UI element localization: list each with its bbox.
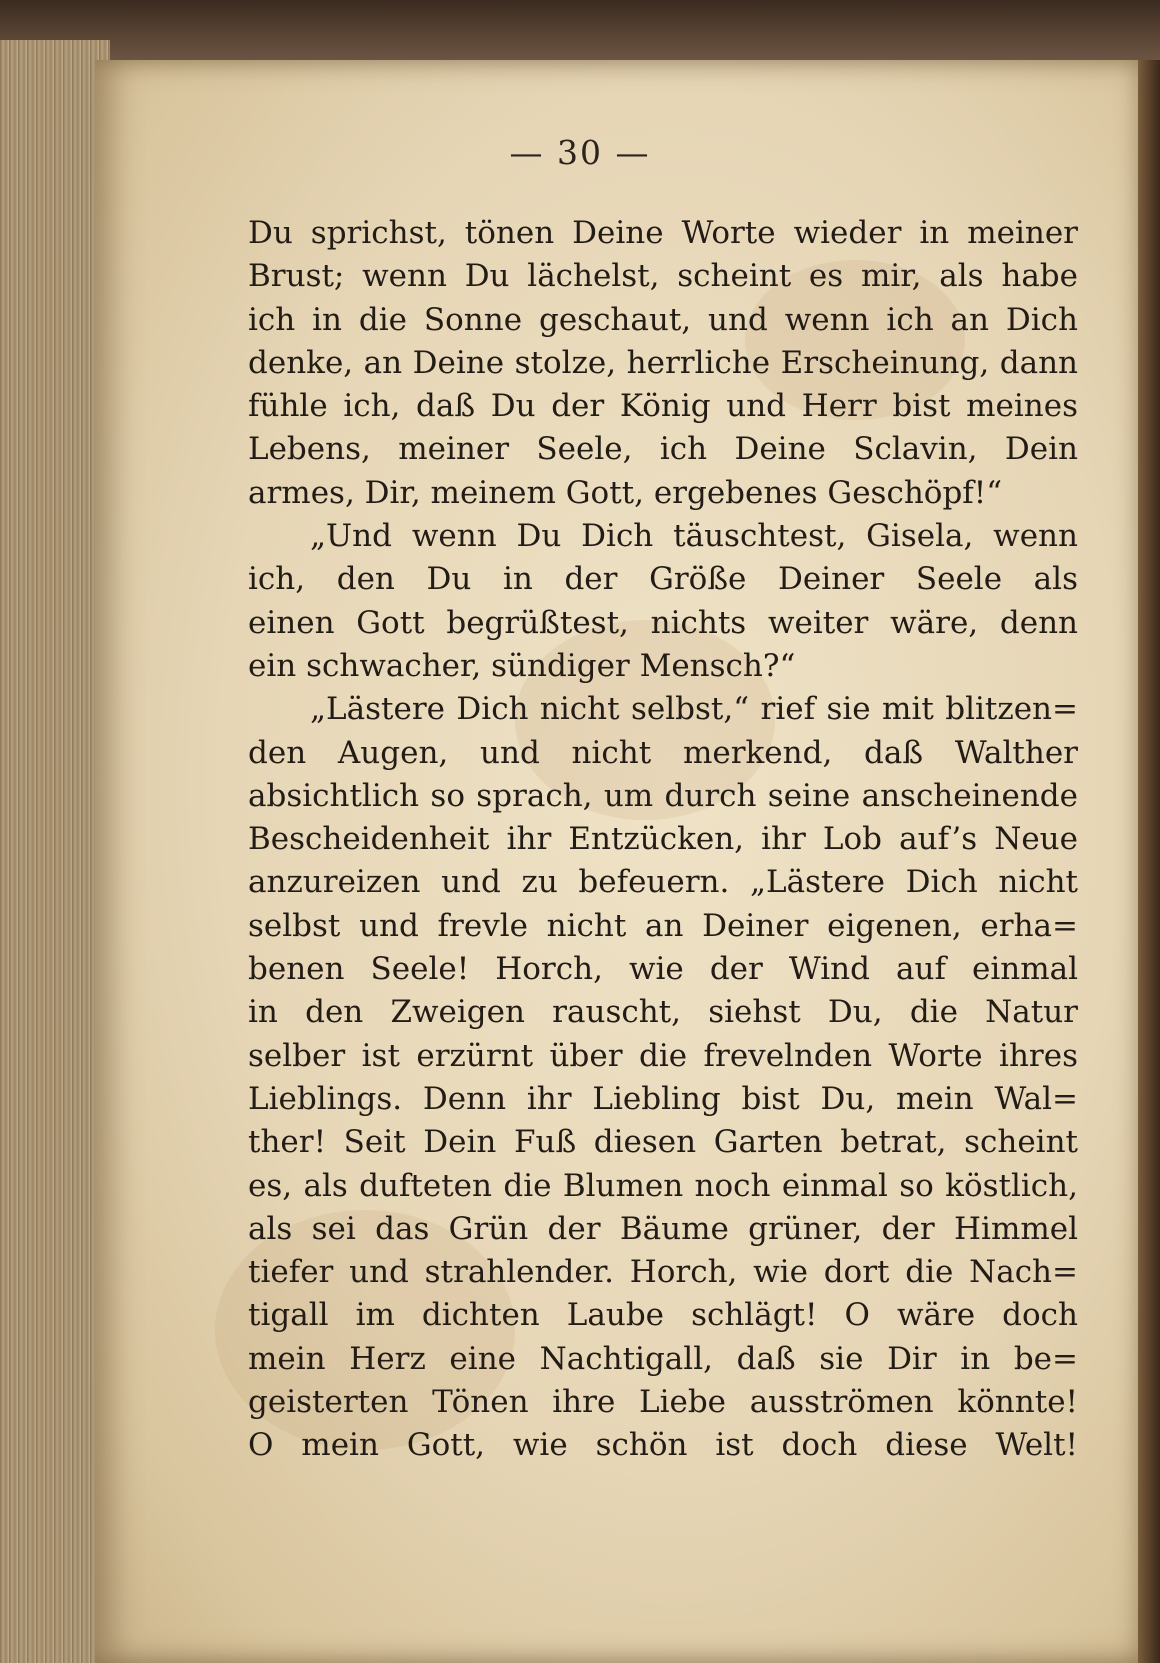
text-line: tiefer und strahlender. Horch, wie dort die Nach= (248, 1254, 1078, 1291)
text-line: es, als dufteten die Blumen noch einmal so köstlich, (248, 1167, 1078, 1204)
text-line: armes, Dir, meinem Gott, ergebenes Geschöpf!“ (248, 474, 1003, 511)
page-stack-edge (0, 40, 110, 1663)
text-line: Lebens, meiner Seele, ich Deine Sclavin, Dein (248, 431, 1078, 468)
text-line: fühle ich, daß Du der König und Herr bist meines (248, 388, 1078, 425)
text-line: anzureizen und zu befeuern. „Lästere Dich nicht (248, 864, 1078, 901)
text-line: ich, den Du in der Größe Deiner Seele als (248, 561, 1078, 598)
text-line: Lieblings. Denn ihr Liebling bist Du, mein Wal= (248, 1080, 1078, 1117)
text-line: selbst und frevle nicht an Deiner eigenen, erha= (248, 907, 1078, 944)
book-cover-top (0, 0, 1160, 60)
text-line: benen Seele! Horch, wie der Wind auf einmal (248, 951, 1078, 988)
text-line: ein schwacher, sündiger Mensch?“ (248, 647, 796, 684)
text-line: Bescheidenheit ihr Entzücken, ihr Lob auf’s Neue (248, 821, 1078, 858)
page-number: — 30 — (509, 133, 651, 172)
text-line: denke, an Deine stolze, herrliche Erscheinung, dann (248, 344, 1078, 381)
text-line: den Augen, und nicht merkend, daß Walther (248, 734, 1078, 771)
text-line: mein Herz eine Nachtigall, daß sie Dir in be= (248, 1340, 1078, 1377)
text-line: tigall im dichten Laube schlägt! O wäre doch (248, 1297, 1078, 1334)
text-line: als sei das Grün der Bäume grüner, der Himmel (248, 1210, 1078, 1247)
text-line: absichtlich so sprach, um durch seine anscheinende (248, 777, 1078, 814)
book-cover-right (1138, 60, 1160, 1663)
text-line: ther! Seit Dein Fuß diesen Garten betrat, scheint (248, 1124, 1078, 1161)
text-line: in den Zweigen rauscht, siehst Du, die Natur (248, 994, 1078, 1031)
text-line: O mein Gott, wie schön ist doch diese Welt! (248, 1427, 1078, 1464)
text-line: Du sprichst, tönen Deine Worte wieder in meiner (248, 215, 1078, 251)
text-line: geisterten Tönen ihre Liebe ausströmen könnte! (248, 1384, 1078, 1421)
body-text (248, 212, 1078, 1468)
text-line: ich in die Sonne geschaut, und wenn ich an Dich (248, 301, 1078, 338)
text-line: „Lästere Dich nicht selbst,“ rief sie mit blitzen= (310, 691, 1078, 728)
text-line: „Und wenn Du Dich täuschtest, Gisela, wenn (310, 518, 1078, 555)
text-line: Brust; wenn Du lächelst, scheint es mir, als habe (248, 258, 1078, 295)
text-line: selber ist erzürnt über die frevelnden Worte ihres (248, 1037, 1078, 1074)
text-line: einen Gott begrüßtest, nichts weiter wäre, denn (248, 604, 1078, 641)
